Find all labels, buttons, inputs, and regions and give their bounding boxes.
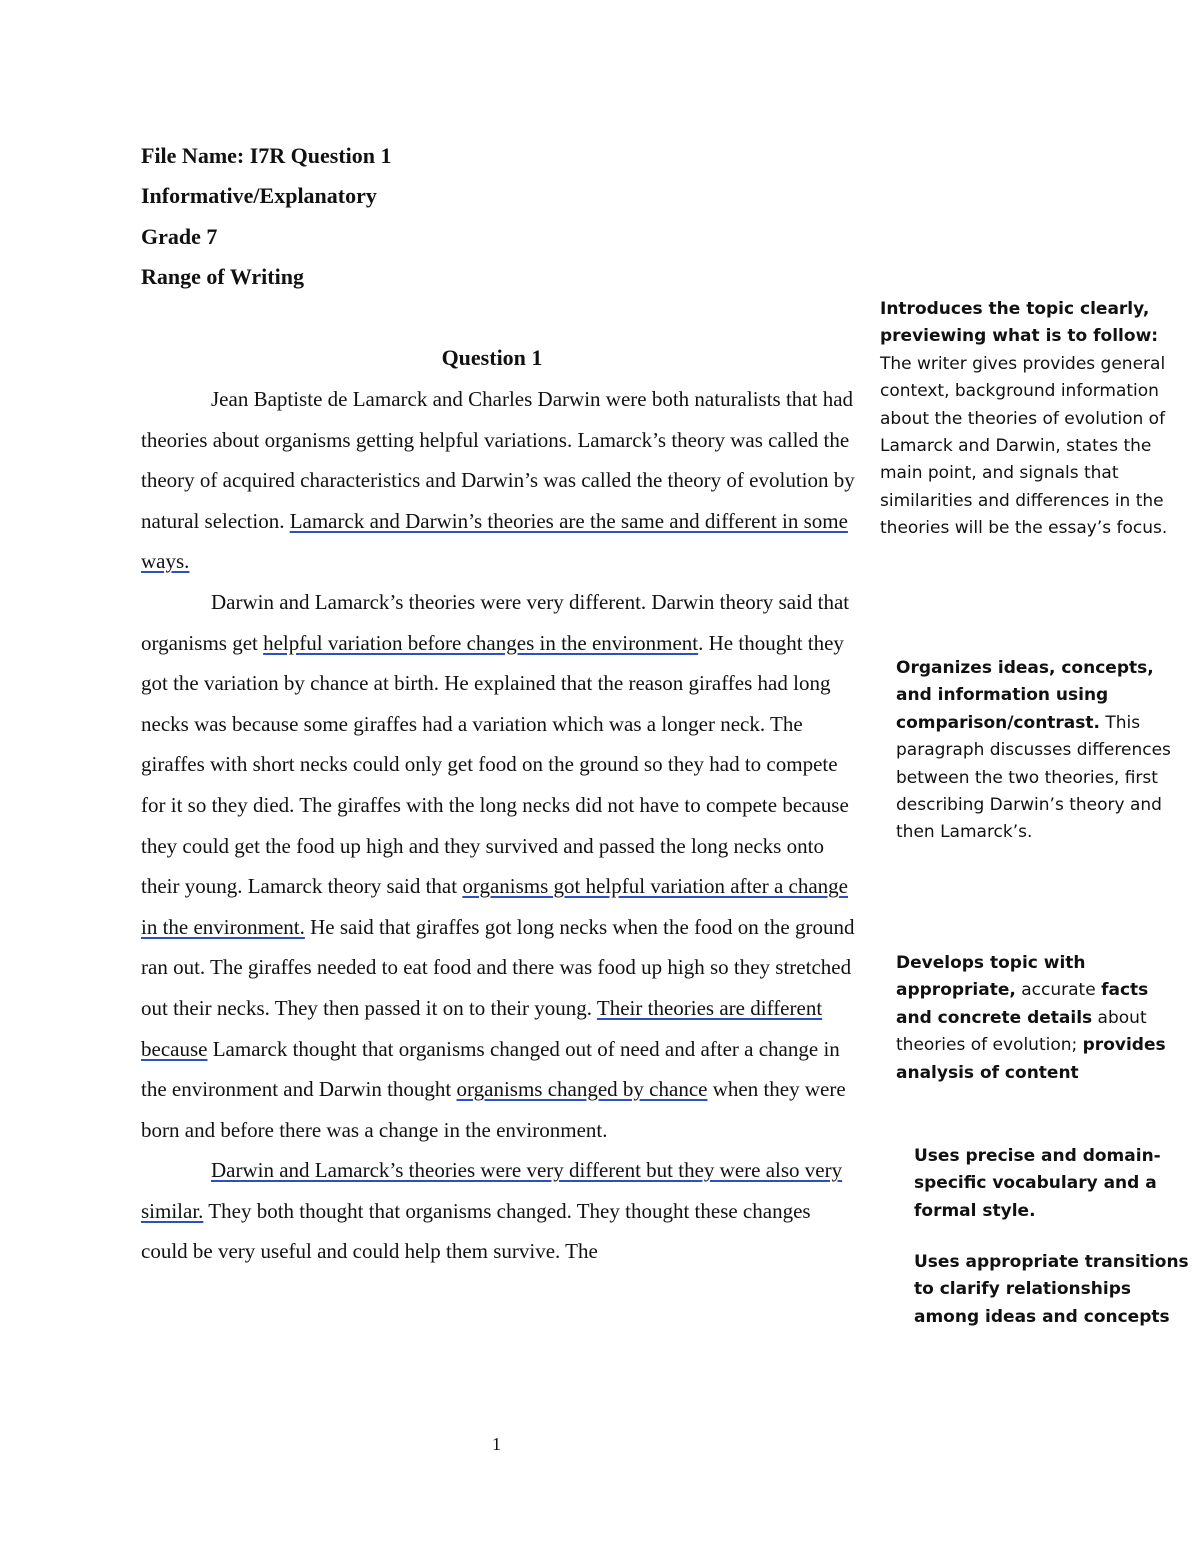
annotation-1-heading: Introduces the topic clearly, previewing what is to follow: — [880, 299, 1159, 347]
p2-text-a: Darwin and Lamarck’s theories were very different. Darwin theory said that organisms get — [141, 589, 850, 655]
writing-type-heading: Informative/Explanatory — [141, 183, 377, 208]
p2-underline-4: organisms changed by chance — [456, 1077, 708, 1102]
annotation-4-text: Uses precise and domain-specific vocabulary and a formal style. — [914, 1146, 1161, 1221]
annotation-transitions — [914, 1249, 1198, 1331]
essay-body — [141, 379, 861, 1272]
p3-text: They both thought that organisms changed. They thought these changes could be very useful and could help them survive. The — [141, 1198, 811, 1264]
annotation-3-bold-3: provides analysis of content — [896, 1035, 1166, 1083]
annotation-1-text: The writer gives provides general context, background information about the theories of evolution of Lamarck and Darwin, states the main point, and signals that similarities and differences in the theories will be the essay’s focus. — [880, 353, 1168, 539]
annotation-3-text-2: about theories of evolution; — [896, 1007, 1147, 1056]
page-number: 1 — [492, 1434, 501, 1454]
annotation-2-text: This paragraph discusses differences between the two theories, first describing Darwin’s theory and then Lamarck’s. — [896, 712, 1171, 843]
annotation-3-bold-1: Develops topic with appropriate, — [896, 953, 1086, 1001]
p2-text-c: He said that giraffes got long necks when the food on the ground ran out. The giraffes needed to eat food and there was food up high so they stretched out their necks. They then passed it on to their young. — [141, 914, 855, 1020]
range-heading: Range of Writing — [141, 264, 304, 289]
p2-underline-1: helpful variation before changes in the environment — [263, 630, 699, 655]
file-name-heading: File Name: I7R Question 1 — [141, 143, 392, 168]
p2-text-d: Lamarck thought that organisms changed out of need and after a change in the environment and Darwin thought — [141, 1036, 840, 1102]
p2-underline-2: organisms got helpful variation after a change in the environment. — [141, 874, 848, 939]
grade-heading: Grade 7 — [141, 224, 218, 249]
essay-title: Question 1 — [441, 345, 543, 370]
p1-text: Jean Baptiste de Lamarck and Charles Darwin were both naturalists that had theories about organisms getting helpful variations. Lamarck’s theory was called the theory of acquired characteristics and Darwin’s was called the theory of evolution by natural selection. — [141, 387, 855, 533]
p2-underline-3: Their theories are different because — [141, 995, 823, 1061]
annotation-develops-topic — [896, 950, 1186, 1087]
annotation-5-text: Uses appropriate transitions to clarify relationships among ideas and concepts — [914, 1252, 1189, 1327]
p2-text-b: . He thought they got the variation by chance at birth. He explained that the reason giraffes had long necks was because some giraffes had a variation which was a longer neck. The giraffes with short necks could only get food on the ground so they had to compete for it so they died. The giraffes with the long necks did not have to compete because they could get the food up high and they survived and passed the long necks onto their young. Lamarck theory said that — [141, 630, 849, 899]
thesis-underline: Lamarck and Darwin’s theories are the same and different in some ways. — [141, 508, 848, 574]
annotation-introduces-topic — [880, 296, 1180, 543]
annotation-2-heading: Organizes ideas, concepts, and information using comparison/contrast. — [896, 658, 1154, 733]
annotation-3-text-1: accurate — [1015, 980, 1102, 1001]
annotation-3-bold-2: facts and concrete details — [896, 980, 1149, 1028]
annotation-organizes-ideas — [896, 655, 1186, 847]
p3-underline: Darwin and Lamarck’s theories were very different but they were also very similar. — [141, 1158, 843, 1223]
annotation-vocabulary — [914, 1143, 1189, 1225]
p2-text-e: when they were born and before there was a change in the environment. — [141, 1077, 846, 1142]
